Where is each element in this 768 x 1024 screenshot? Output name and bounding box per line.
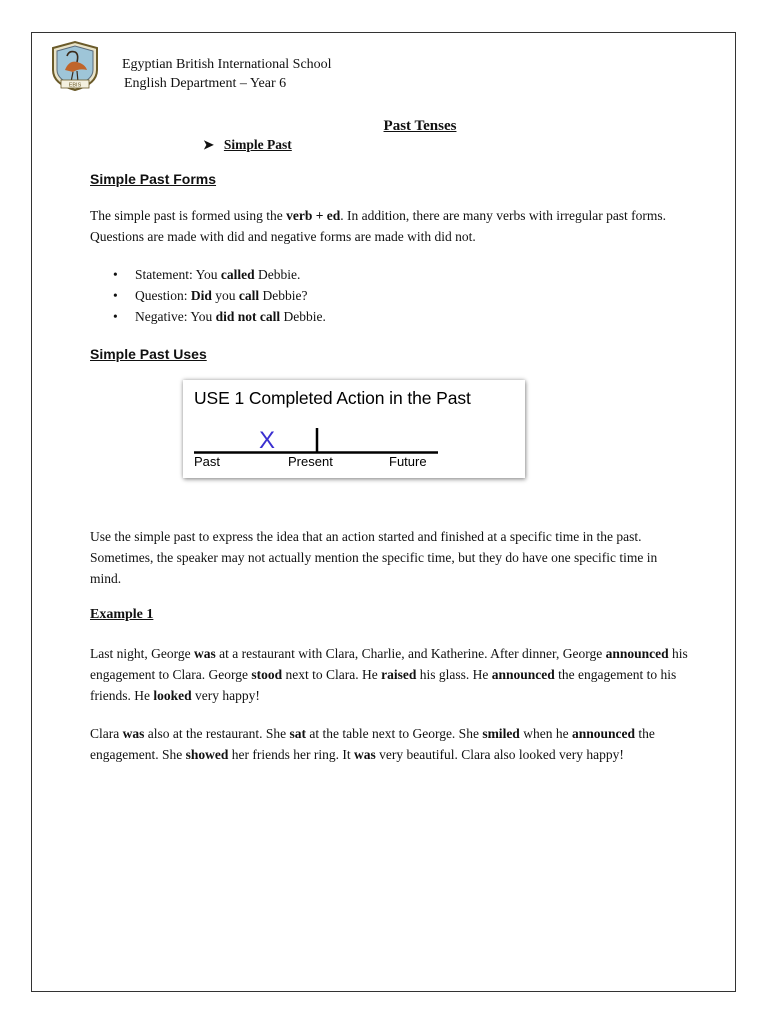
list-item: • Negative: You did not call Debbie. — [113, 306, 326, 327]
text-run: her friends her ring. It — [228, 747, 354, 762]
bold-verb: smiled — [482, 726, 520, 741]
page-title: Past Tenses — [383, 118, 457, 134]
subtitle — [203, 137, 292, 153]
timeline-diagram — [183, 380, 525, 478]
timeline-graphic — [183, 380, 525, 478]
subtitle-text: Simple Past — [223, 137, 292, 152]
bold-verb: was — [122, 726, 145, 741]
school-name: Egyptian British International School — [122, 57, 332, 72]
logo-text: EBIS — [68, 82, 82, 89]
bold-verb: raised — [381, 667, 417, 682]
bold-verb: stood — [251, 667, 283, 682]
example-paragraph-1 — [90, 643, 690, 706]
bold-verb: announced — [605, 646, 669, 661]
text-run: very beautiful. Clara also looked very happy! — [375, 747, 624, 762]
arrow-bullet-icon: ➤ — [203, 137, 214, 152]
text-run: when he — [519, 726, 572, 741]
timeline-label-present: Present — [288, 454, 333, 469]
forms-bullet-list — [113, 264, 326, 327]
completed-action-marker: X — [258, 427, 276, 454]
uses-explanation: Use the simple past to express the idea that an action started and finished at a specific time in the past. Sometimes, the speaker may not actually mention the specific time, but they do have one specific time in mind. — [90, 529, 658, 586]
text-run: also at the restaurant. She — [144, 726, 290, 741]
text-run: very happy! — [191, 688, 260, 703]
bold-verb: showed — [185, 747, 229, 762]
timeline-label-past: Past — [194, 454, 221, 469]
text-run: at a restaurant with Clara, Charlie, and Katherine. After dinner, George — [215, 646, 606, 661]
example-paragraph-2 — [90, 723, 690, 765]
department-line: English Department – Year 6 — [124, 76, 287, 91]
text-run: Last night, George — [90, 646, 194, 661]
list-item: • Statement: You called Debbie. — [113, 264, 326, 285]
example-heading: Example 1 — [90, 607, 154, 622]
forms-heading: Simple Past Forms — [90, 171, 217, 187]
bold-verb: sat — [289, 726, 306, 741]
bold-verb: was — [353, 747, 376, 762]
bold-verb: was — [193, 646, 216, 661]
bold-verb: announced — [571, 726, 635, 741]
uses-heading: Simple Past Uses — [90, 346, 207, 362]
text-run: the engagement. She — [90, 726, 655, 762]
school-logo — [47, 40, 103, 92]
bold-verb: announced — [491, 667, 555, 682]
text-run: the engagement to his friends. He — [90, 667, 677, 703]
text-run: his glass. He — [416, 667, 492, 682]
diagram-title: USE 1 Completed Action in the Past — [194, 388, 471, 408]
school-header — [122, 55, 332, 93]
text-run: Clara — [90, 726, 123, 741]
text-run: at the table next to George. She — [305, 726, 483, 741]
bold-verb: looked — [153, 688, 192, 703]
text-run: his engagement to Clara. George — [90, 646, 688, 682]
timeline-label-future: Future — [389, 454, 427, 469]
text-run: next to Clara. He — [282, 667, 382, 682]
forms-intro: The simple past is formed using the verb + ed. In addition, there are many verbs with irregular past forms. Questions are made with did and negative forms are made with did not. — [90, 208, 667, 244]
list-item: • Question: Did you call Debbie? — [113, 285, 326, 306]
